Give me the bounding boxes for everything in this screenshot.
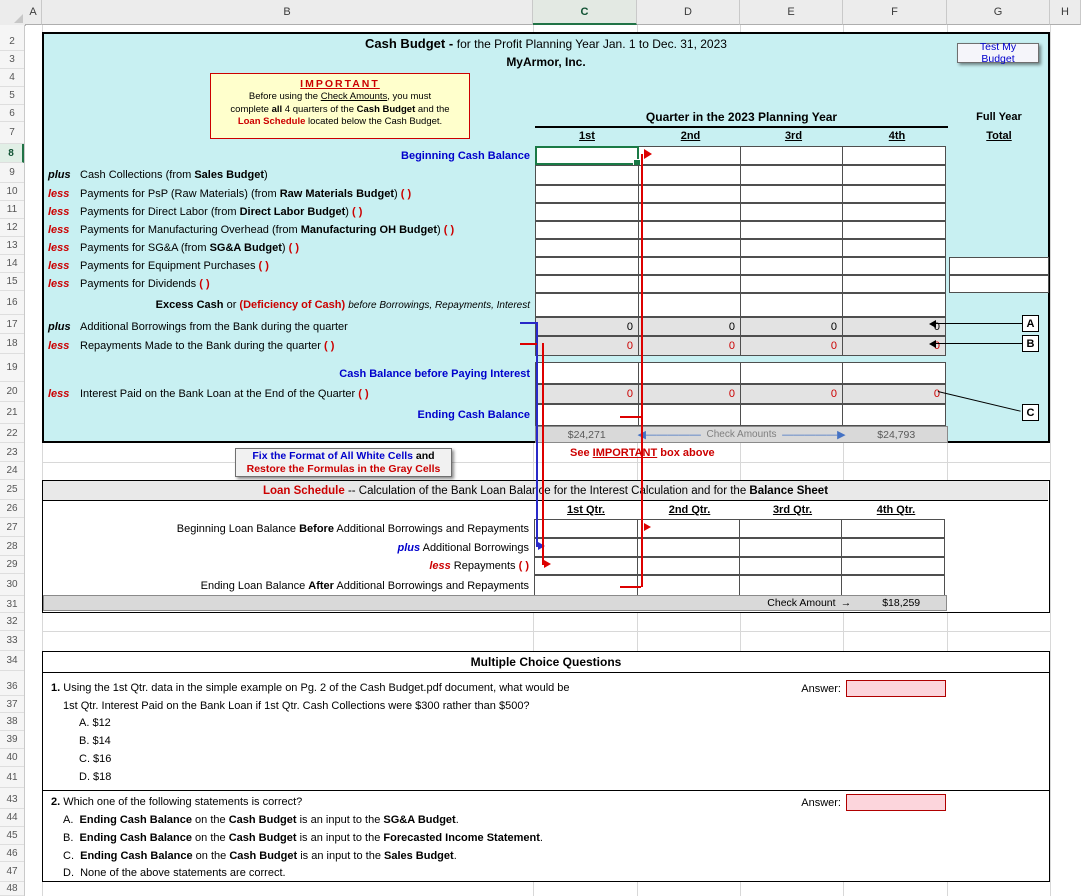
prefix-less: less [48, 388, 70, 400]
cell-value: 0 [830, 340, 837, 352]
row-header[interactable]: 13 [0, 237, 24, 255]
q2-option-c: C. Ending Cash Balance on the Cash Budget is an input to the Sales Budget . [63, 850, 457, 862]
row-header[interactable]: 3 [0, 51, 24, 69]
col-header-a[interactable]: A [25, 0, 42, 25]
cell[interactable] [842, 275, 946, 293]
row-header[interactable]: 45 [0, 827, 24, 845]
cell[interactable] [535, 362, 639, 384]
check-amount-4th: $24,793 [877, 428, 916, 441]
cell-value: 0 [933, 340, 940, 352]
cell[interactable] [638, 336, 741, 356]
callout-arrow-b-icon [929, 340, 936, 348]
important-box [210, 73, 470, 139]
cell-value: 0 [626, 340, 633, 352]
col-header-d[interactable]: D [637, 0, 740, 25]
row-header[interactable]: 15 [0, 273, 24, 291]
cell[interactable] [638, 146, 741, 165]
cell[interactable] [740, 404, 843, 426]
cell[interactable] [740, 221, 843, 239]
select-all-corner[interactable] [0, 0, 26, 26]
quarter-label-2nd: 2nd [680, 129, 701, 142]
q1-option-a: A. $12 [79, 717, 111, 729]
cash-row-21-cells [535, 404, 948, 426]
cell[interactable] [637, 519, 740, 538]
row-header[interactable]: 48 [0, 882, 24, 896]
q2-answer-input[interactable] [846, 794, 946, 811]
loan-row-29-cells [534, 557, 947, 575]
row-header[interactable]: 43 [0, 791, 24, 809]
row-header[interactable]: 25 [0, 480, 24, 500]
cell[interactable] [637, 557, 740, 575]
q1-option-d: D. $18 [79, 771, 112, 783]
cash-row-12-cells [535, 221, 948, 239]
row-header[interactable]: 11 [0, 201, 24, 219]
row-header[interactable]: 16 [0, 291, 24, 315]
important-line1: Before using the Check Amounts, you must [248, 91, 432, 102]
label-beginning-loan-balance: Beginning Loan Balance Before Additional Borrowings and Repayments [176, 522, 529, 535]
cell-value: 0 [626, 388, 633, 400]
trace-line-red [520, 343, 537, 345]
cash-row-18-cells [535, 336, 948, 356]
cell[interactable] [842, 384, 946, 404]
trace-arrow-red-icon [544, 560, 551, 568]
row-header[interactable]: 39 [0, 731, 24, 749]
marker-box-c: C [1022, 404, 1039, 421]
cell[interactable] [740, 146, 843, 165]
cell[interactable] [638, 239, 741, 257]
cell[interactable] [740, 336, 843, 356]
q1-option-b: B. $14 [79, 735, 111, 747]
label-payments-direct-labor: Payments for Direct Labor (from Direct Labor Budget ) ( ) [80, 206, 363, 218]
prefix-less: less [48, 260, 70, 272]
callout-arrow-a-icon [929, 320, 936, 328]
cell-value: 0 [830, 388, 837, 400]
cell[interactable] [740, 362, 843, 384]
q2-stem: 2. Which one of the following statements is correct? [51, 796, 303, 808]
row-header[interactable]: 12 [0, 219, 24, 237]
cell[interactable] [535, 257, 639, 275]
cell[interactable] [638, 165, 741, 185]
q1-option-c: C. $16 [79, 753, 112, 765]
cash-row-15-cells [535, 275, 948, 293]
cash-budget-title: Cash Budget - for the Profit Planning Year Jan. 1 to Dec. 31, 2023 [365, 36, 727, 51]
label-payments-equipment: Payments for Equipment Purchases ( ) [80, 260, 269, 272]
cell[interactable] [739, 538, 842, 557]
cell[interactable] [842, 221, 946, 239]
full-year-total-label: Total [986, 129, 1012, 142]
prefix-less: less [48, 242, 70, 254]
row-header[interactable]: 47 [0, 862, 24, 882]
callout-line-a [936, 323, 1022, 324]
cash-row-16-cells [535, 293, 948, 317]
loan-check-value: $18,259 [882, 597, 921, 609]
loan-quarter-2nd: 2nd Qtr. [668, 503, 711, 516]
row-header[interactable]: 10 [0, 183, 24, 201]
cell[interactable] [638, 317, 741, 336]
right-arrow-icon: → [840, 597, 852, 609]
row-header[interactable]: 5 [0, 87, 24, 105]
cell[interactable] [841, 557, 945, 575]
col-header-e[interactable]: E [740, 0, 843, 25]
cell[interactable] [535, 404, 639, 426]
row-header[interactable]: 7 [0, 122, 24, 144]
cash-budget-section [42, 32, 1050, 443]
row-header[interactable]: 17 [0, 315, 24, 334]
q1-stem-line1: 1. Using the 1st Qtr. data in the simple example on Pg. 2 of the Cash Budget.pdf document, what would be [51, 682, 570, 694]
cell[interactable] [535, 221, 639, 239]
cell[interactable] [740, 185, 843, 203]
label-additional-borrowings: Additional Borrowings from the Bank during the quarter [80, 320, 348, 333]
prefix-less: less [48, 340, 70, 352]
loan-quarter-3rd: 3rd Qtr. [772, 503, 813, 516]
prefix-less: less [48, 278, 70, 290]
quarter-label-3rd: 3rd [784, 129, 803, 142]
row-header[interactable]: 6 [0, 105, 24, 122]
col-header-h[interactable]: H [1050, 0, 1081, 25]
row-header[interactable]: 33 [0, 631, 24, 651]
cell[interactable] [535, 239, 639, 257]
cell[interactable] [535, 317, 639, 336]
important-line3: Loan Schedule located below the Cash Budget. [237, 116, 443, 127]
cell[interactable] [638, 221, 741, 239]
row-header[interactable]: 32 [0, 613, 24, 631]
loan-quarter-1st: 1st Qtr. [567, 503, 605, 516]
label-cash-balance-before-interest: Cash Balance before Paying Interest [339, 368, 530, 380]
label-loan-additional-borrowings: plus Additional Borrowings [397, 541, 529, 554]
trace-line-red [620, 586, 641, 588]
check-amounts-arrows: ◀ ————— Check Amounts ————— ▶ [637, 428, 846, 441]
trace-arrow-red-icon [644, 149, 652, 159]
cash-row-14-cells [535, 257, 948, 275]
callout-line-b [936, 343, 1022, 344]
row-header[interactable]: 36 [0, 678, 24, 696]
gridline [1050, 25, 1051, 896]
cell[interactable] [841, 538, 945, 557]
row-header[interactable]: 27 [0, 518, 24, 537]
cell-full-year-equipment[interactable] [949, 257, 1049, 275]
important-heading: IMPORTANT [300, 78, 380, 90]
cell[interactable] [637, 538, 740, 557]
label-payments-dividends: Payments for Dividends ( ) [80, 278, 210, 290]
loan-schedule-section [42, 480, 1050, 613]
cell[interactable] [842, 165, 946, 185]
cell[interactable] [740, 275, 843, 293]
full-year-label: Full Year [976, 110, 1022, 123]
cell[interactable] [535, 165, 639, 185]
cell[interactable] [740, 317, 843, 336]
cash-row-10-cells [535, 185, 948, 203]
cash-row-9-cells [535, 165, 948, 185]
cell[interactable] [739, 519, 842, 538]
row-header[interactable]: 46 [0, 845, 24, 862]
row-header[interactable]: 31 [0, 596, 24, 613]
cell[interactable] [740, 203, 843, 221]
label-cash-collections: Cash Collections (from Sales Budget ) [80, 169, 268, 181]
prefix-less: less [48, 188, 70, 200]
row-header[interactable]: 37 [0, 696, 24, 713]
cell[interactable] [842, 293, 946, 317]
cell-value: 0 [626, 320, 633, 333]
marker-box-b: B [1022, 335, 1039, 352]
cell[interactable] [842, 203, 946, 221]
row-header[interactable]: 4 [0, 69, 24, 87]
cell[interactable] [535, 293, 639, 317]
cell[interactable] [638, 293, 741, 317]
prefix-less: less [48, 206, 70, 218]
cell-value: 0 [933, 388, 940, 400]
col-header-c[interactable]: C [533, 0, 637, 25]
cell[interactable] [740, 239, 843, 257]
cell-full-year-dividends[interactable] [949, 275, 1049, 293]
cell[interactable] [739, 557, 842, 575]
cell[interactable] [740, 257, 843, 275]
cell-value: 0 [830, 320, 837, 333]
row-header[interactable]: 34 [0, 651, 24, 671]
row-header[interactable]: 21 [0, 402, 24, 424]
cell[interactable] [535, 336, 639, 356]
row-header[interactable]: 28 [0, 537, 24, 556]
col-header-f[interactable]: F [843, 0, 947, 25]
trace-line-red [542, 343, 544, 565]
row-header[interactable]: 30 [0, 574, 24, 596]
label-loan-repayments: less Repayments ( ) [429, 560, 529, 572]
prefix-plus: plus [48, 169, 71, 181]
cell-value: 0 [933, 320, 940, 333]
trace-line-blue [520, 322, 537, 324]
row-header[interactable]: 44 [0, 809, 24, 827]
cell[interactable] [842, 362, 946, 384]
selected-cell-c8[interactable] [535, 146, 639, 165]
fix-format-line1: Fix the Format of All White Cells and [252, 449, 435, 462]
gridline [42, 462, 1050, 463]
loan-row-28-cells [534, 538, 947, 557]
row-header[interactable]: 23 [0, 443, 24, 462]
cash-row-17-cells [535, 317, 948, 336]
row-header[interactable]: 9 [0, 163, 24, 183]
quarter-label-1st: 1st [579, 129, 595, 142]
cell[interactable] [638, 275, 741, 293]
loan-check-label: Check Amount [767, 597, 836, 609]
col-header-g[interactable]: G [947, 0, 1050, 25]
row-header[interactable]: 38 [0, 713, 24, 731]
label-payments-psp: Payments for PsP (Raw Materials) (from Raw Materials Budget ) ( ) [80, 188, 412, 200]
row-header[interactable]: 40 [0, 749, 24, 767]
row-header[interactable]: 19 [0, 354, 24, 382]
cell[interactable] [638, 257, 741, 275]
cell[interactable] [841, 575, 945, 597]
row-header[interactable]: 20 [0, 382, 24, 402]
cash-row-20-cells [535, 384, 948, 404]
label-ending-loan-balance: Ending Loan Balance After Additional Borrowings and Repayments [200, 580, 529, 592]
trace-line-red [641, 154, 643, 587]
cell[interactable] [740, 293, 843, 317]
cell[interactable] [740, 165, 843, 185]
test-my-budget-button[interactable]: Test My Budget [957, 43, 1039, 63]
cell[interactable] [638, 203, 741, 221]
row-header[interactable]: 41 [0, 767, 24, 788]
cell[interactable] [842, 257, 946, 275]
prefix-plus: plus [48, 320, 71, 333]
cash-row-19-cells [535, 362, 948, 384]
quarter-label-4th: 4th [888, 129, 906, 142]
cell[interactable] [842, 404, 946, 426]
row-header[interactable]: 24 [0, 462, 24, 480]
cell[interactable] [534, 538, 638, 557]
q1-answer-label: Answer: [801, 682, 841, 695]
cell[interactable] [534, 519, 638, 538]
loan-schedule-header: Loan Schedule -- Calculation of the Bank Loan Balance for the Interest Calculation and for the Balance Sheet [43, 481, 1048, 501]
cell[interactable] [535, 185, 639, 203]
gridline [42, 631, 1050, 632]
check-amount-1st: $24,271 [567, 428, 606, 441]
row-header[interactable]: 18 [0, 334, 24, 354]
row-header[interactable]: 29 [0, 556, 24, 574]
cell[interactable] [535, 384, 639, 404]
row-header[interactable]: 2 [0, 32, 24, 51]
cell[interactable] [637, 575, 740, 597]
q2-option-b: B. Ending Cash Balance on the Cash Budget is an input to the Forecasted Income Statement . [63, 832, 543, 844]
label-interest-paid: Interest Paid on the Bank Loan at the End of the Quarter ( ) [80, 388, 369, 400]
question-divider [43, 790, 1049, 791]
cell[interactable] [638, 362, 741, 384]
cell[interactable] [739, 575, 842, 597]
cash-row-13-cells [535, 239, 948, 257]
col-header-b[interactable]: B [42, 0, 533, 25]
q2-answer-label: Answer: [801, 796, 841, 809]
label-beginning-cash-balance: Beginning Cash Balance [401, 149, 530, 162]
row-header[interactable]: 22 [0, 424, 24, 443]
cell[interactable] [842, 146, 946, 165]
cell[interactable] [535, 203, 639, 221]
cell[interactable] [841, 519, 945, 538]
trace-line-blue [536, 322, 538, 547]
cash-row-11-cells [535, 203, 948, 221]
loan-row-27-cells [534, 519, 947, 538]
trace-line-red [620, 416, 641, 418]
q1-stem-line2: 1st Qtr. Interest Paid on the Bank Loan if 1st Qtr. Cash Collections were $300 rather than $500? [63, 699, 530, 712]
q2-option-a: A. Ending Cash Balance on the Cash Budget is an input to the SG&A Budget . [63, 814, 459, 826]
cell[interactable] [842, 185, 946, 203]
cell-value: 0 [728, 340, 735, 352]
label-payments-sga: Payments for SG&A (from SG&A Budget ) ( ) [80, 242, 300, 254]
company-name: MyArmor, Inc. [506, 54, 586, 69]
loan-row-30-cells [534, 575, 947, 597]
multiple-choice-section [42, 651, 1050, 882]
cell[interactable] [740, 384, 843, 404]
label-payments-mfg-oh: Payments for Manufacturing Overhead (from Manufacturing OH Budget ) ( ) [80, 224, 455, 236]
fix-format-line2: Restore the Formulas in the Gray Cells [246, 462, 441, 475]
see-important-note: See IMPORTANT box above [570, 447, 715, 459]
marker-box-a: A [1022, 315, 1039, 332]
cell-value: 0 [728, 388, 735, 400]
mcq-title: Multiple Choice Questions [43, 652, 1049, 673]
important-line2: complete all 4 quarters of the Cash Budget and the [230, 103, 450, 115]
quarter-header: Quarter in the 2023 Planning Year [535, 107, 948, 128]
check-amounts-band [535, 426, 948, 443]
trace-arrow-red-icon [644, 523, 651, 531]
cell[interactable] [535, 275, 639, 293]
cell[interactable] [638, 185, 741, 203]
prefix-less: less [48, 224, 70, 236]
cell[interactable] [638, 384, 741, 404]
q1-answer-input[interactable] [846, 680, 946, 697]
cell[interactable] [638, 404, 741, 426]
label-repayments: Repayments Made to the Bank during the quarter ( ) [80, 340, 335, 352]
fix-format-button[interactable] [235, 448, 452, 477]
label-ending-cash-balance: Ending Cash Balance [417, 409, 530, 421]
loan-quarter-4th: 4th Qtr. [876, 503, 916, 516]
row-header-selected[interactable]: 8 [0, 144, 24, 163]
cell[interactable] [842, 239, 946, 257]
row-header[interactable]: 14 [0, 255, 24, 273]
q2-option-d: D. None of the above statements are correct. [63, 867, 286, 879]
label-excess-cash: Excess Cash or (Deficiency of Cash) before Borrowings, Repayments, Interest [155, 299, 530, 311]
row-header[interactable]: 26 [0, 500, 24, 518]
cell-value: 0 [728, 320, 735, 333]
loan-check-band [43, 595, 947, 611]
